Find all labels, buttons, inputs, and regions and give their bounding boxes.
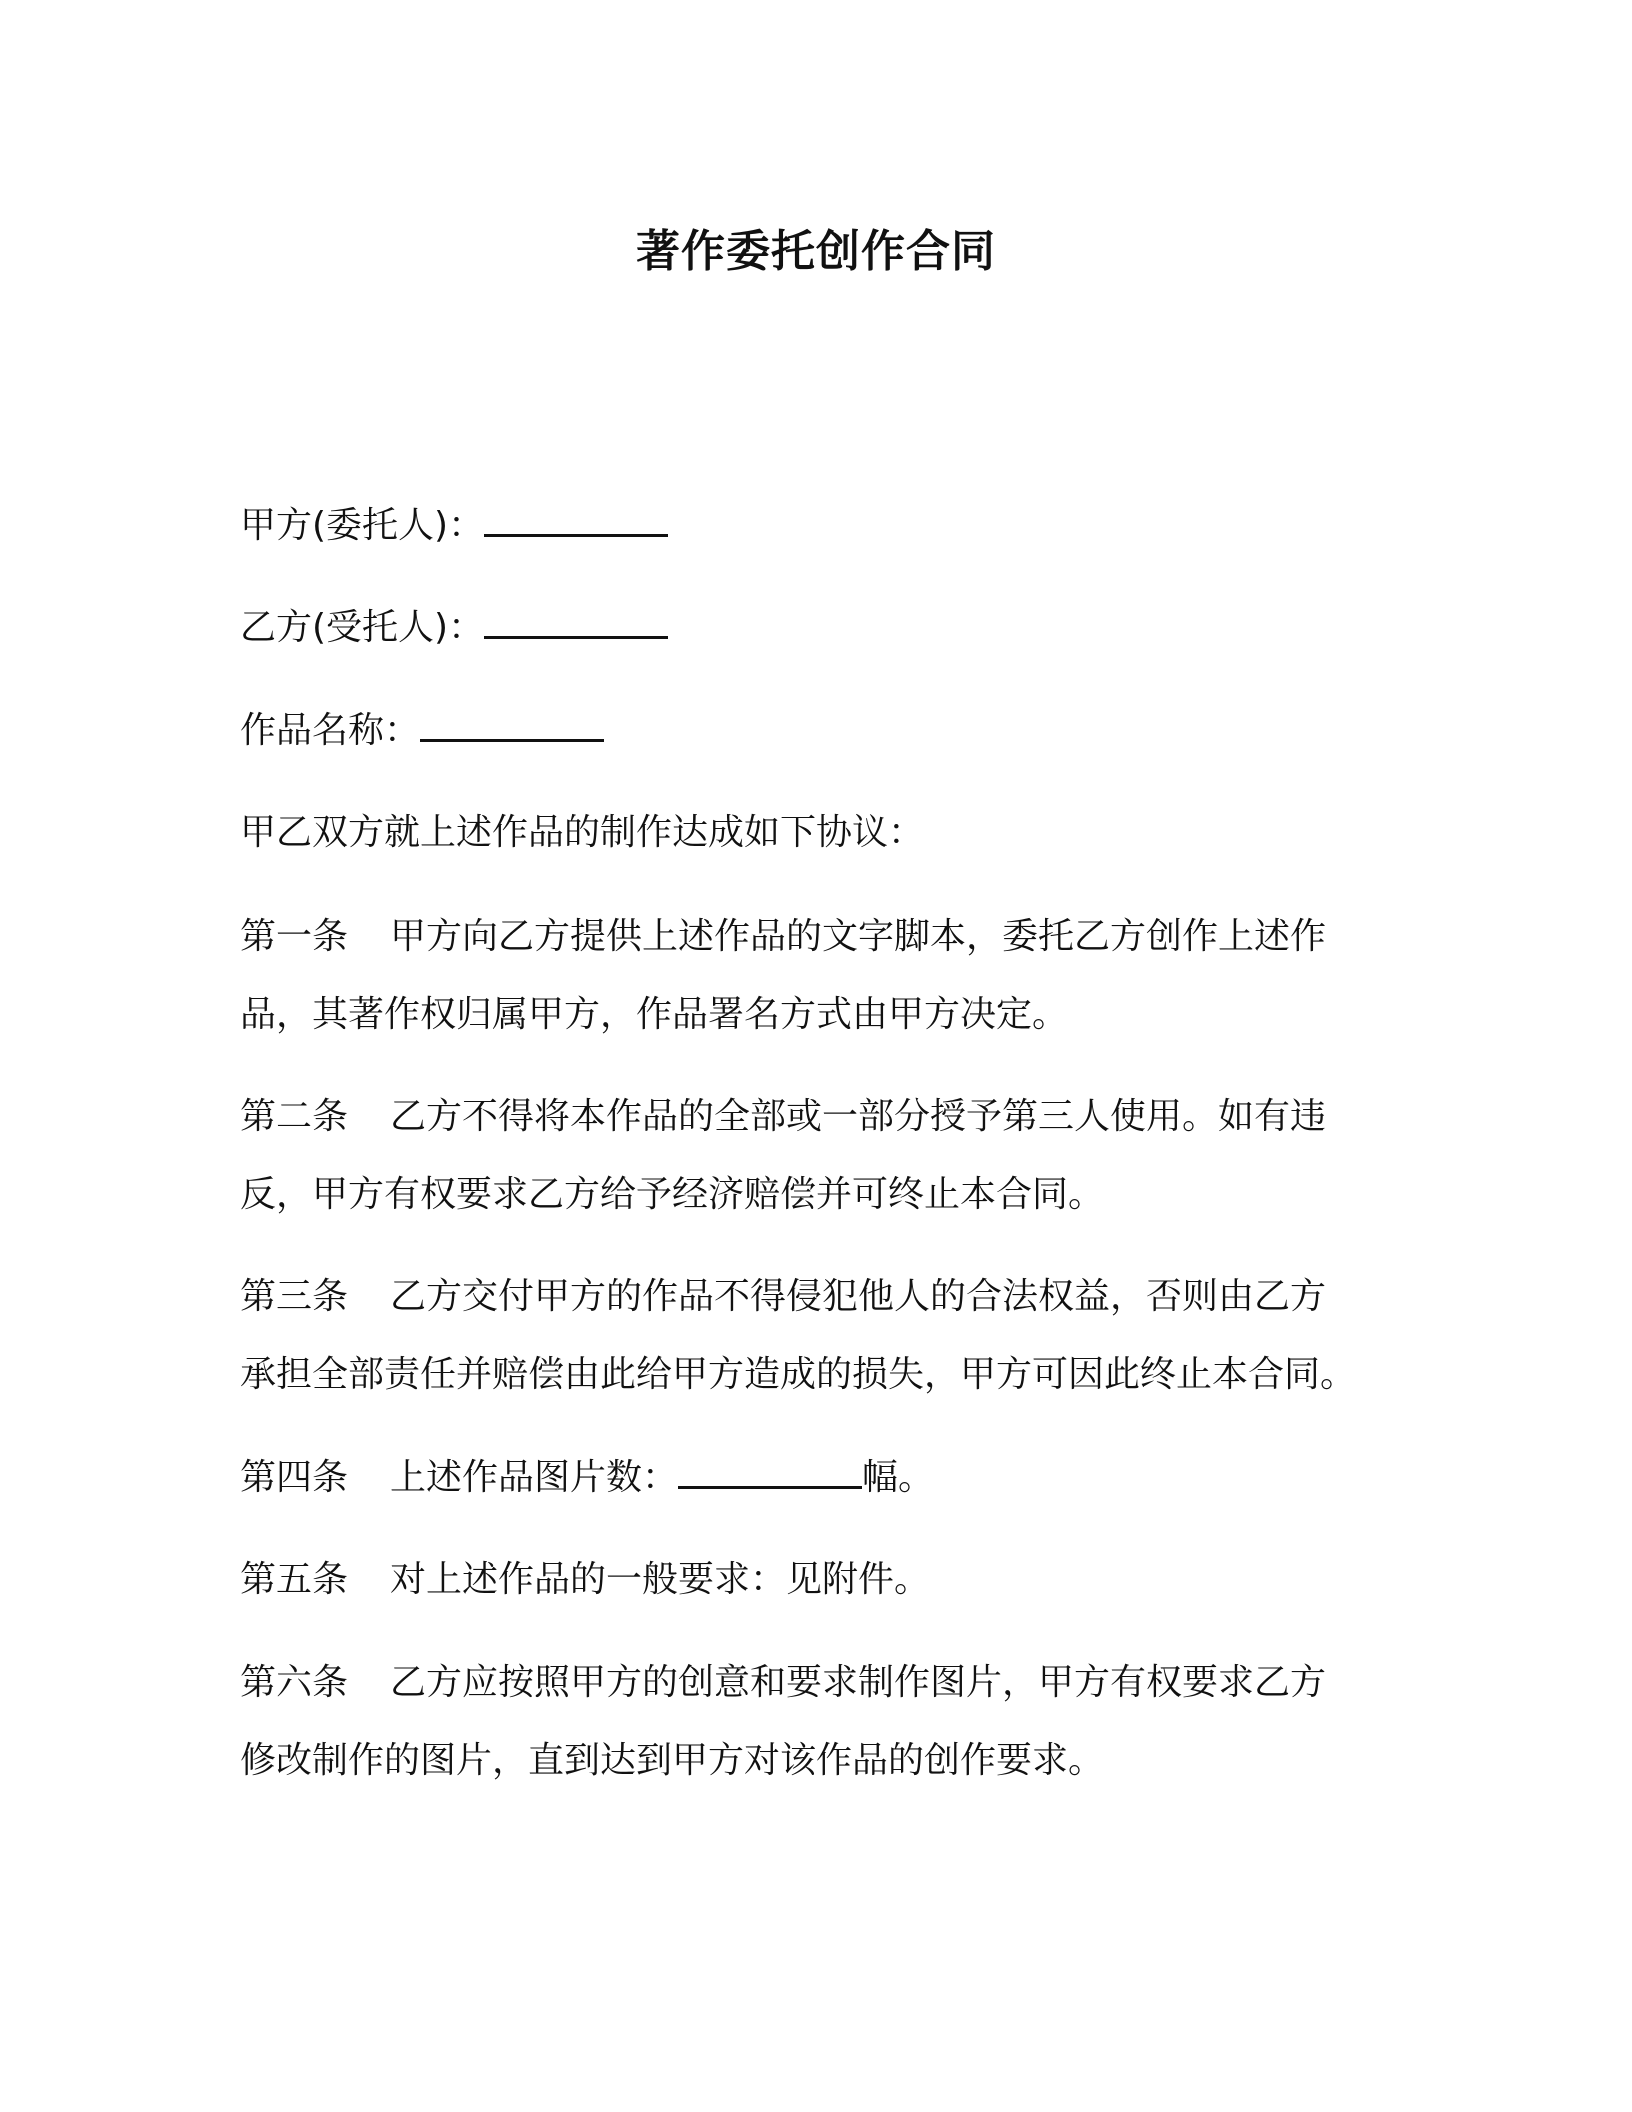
article-6-text-1: 乙方应按照甲方的创意和要求制作图片，甲方有权要求乙方	[390, 1662, 1327, 1703]
party-a-label: 甲方(委托人)：	[240, 505, 485, 546]
party-b-label: 乙方(受托人)：	[240, 607, 485, 648]
article-3-line-1	[240, 1272, 1326, 1322]
article-5-number: 第五条	[240, 1559, 349, 1600]
work-name-label: 作品名称：	[240, 710, 421, 751]
article-2-line-1	[240, 1092, 1326, 1142]
intro-line: 甲乙双方就上述作品的制作达成如下协议：	[240, 812, 925, 853]
work-name-line	[240, 705, 604, 756]
article-4-number: 第四条	[240, 1457, 349, 1498]
article-1-line-1	[240, 912, 1326, 962]
article-5-line	[240, 1555, 930, 1605]
party-b-line	[240, 602, 668, 653]
article-4-text-after: 幅。	[862, 1457, 935, 1498]
article-3-text-1: 乙方交付甲方的作品不得侵犯他人的合法权益，否则由乙方	[390, 1276, 1327, 1317]
article-2-number: 第二条	[240, 1096, 349, 1137]
article-1-line-2: 品，其著作权归属甲方，作品署名方式由甲方决定。	[240, 994, 1069, 1035]
article-2-line-2: 反，甲方有权要求乙方给予经济赔偿并可终止本合同。	[240, 1174, 1105, 1215]
article-5-text: 对上述作品的一般要求：见附件。	[390, 1559, 931, 1600]
work-name-blank[interactable]	[420, 705, 604, 742]
article-1-text-1: 甲方向乙方提供上述作品的文字脚本，委托乙方创作上述作	[390, 916, 1327, 957]
article-4-line	[240, 1452, 934, 1503]
article-6-number: 第六条	[240, 1662, 349, 1703]
article-3-number: 第三条	[240, 1276, 349, 1317]
article-2-text-1: 乙方不得将本作品的全部或一部分授予第三人使用。如有违	[390, 1096, 1327, 1137]
party-a-blank[interactable]	[484, 500, 668, 537]
article-4-text-before: 上述作品图片数：	[390, 1457, 679, 1498]
article-6-line-2: 修改制作的图片，直到达到甲方对该作品的创作要求。	[240, 1740, 1105, 1781]
document-title: 著作委托创作合同	[636, 226, 996, 277]
picture-count-blank[interactable]	[678, 1452, 862, 1489]
article-3-line-2: 承担全部责任并赔偿由此给甲方造成的损失，甲方可因此终止本合同。	[240, 1354, 1357, 1395]
article-1-number: 第一条	[240, 916, 349, 957]
party-b-blank[interactable]	[484, 602, 668, 639]
party-a-line	[240, 500, 668, 551]
article-6-line-1	[240, 1658, 1326, 1708]
